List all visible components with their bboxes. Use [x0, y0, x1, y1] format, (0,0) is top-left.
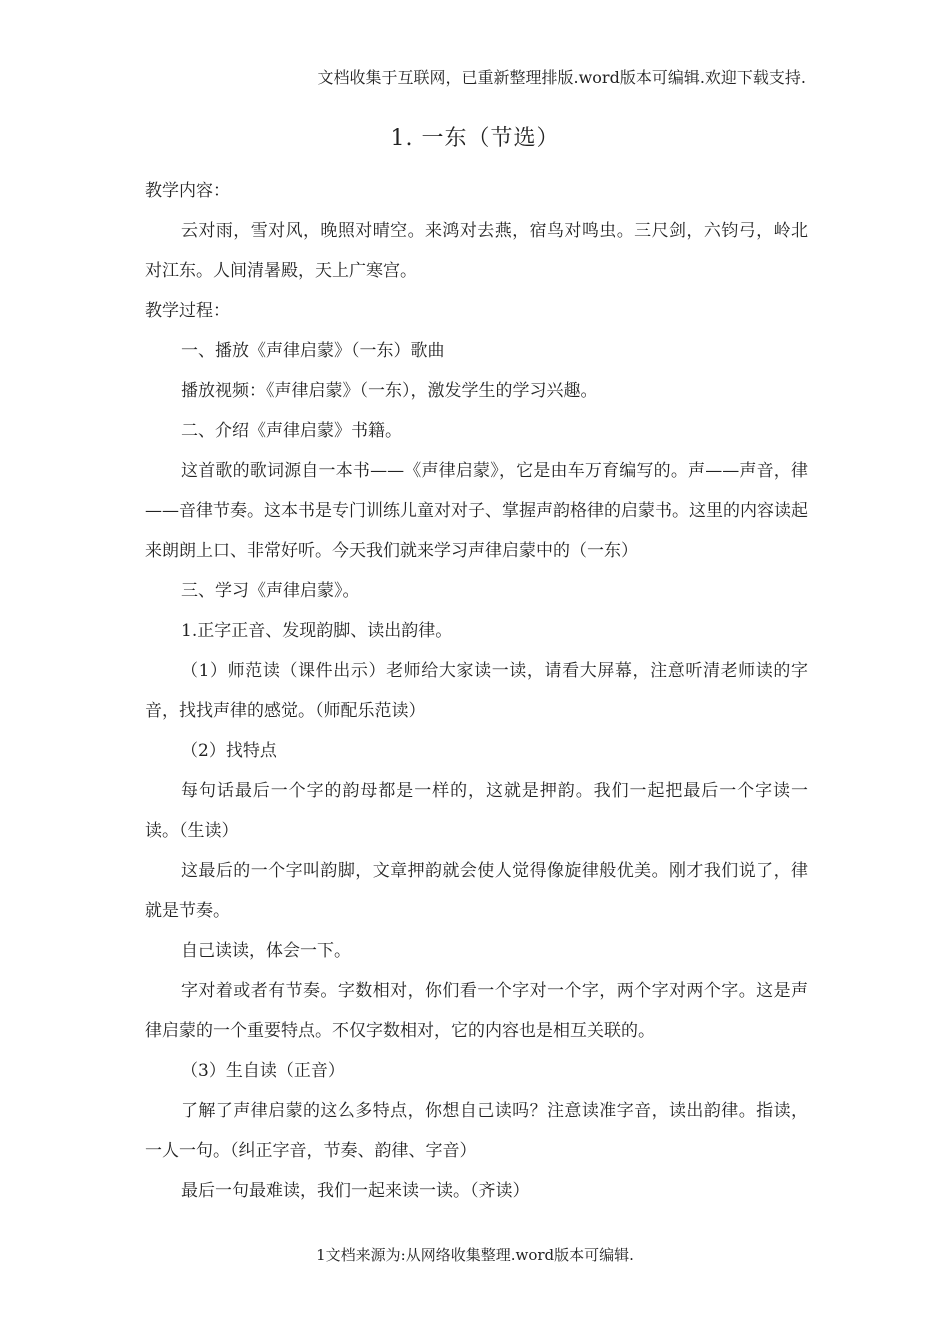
paragraph-step-one: 一、播放《声律启蒙》（一东）歌曲 — [181, 341, 445, 361]
document-title: 1. 一东（节选） — [390, 126, 560, 151]
paragraph-play-video: 播放视频：《声律启蒙》（一东），激发学生的学习兴趣。 — [181, 381, 598, 401]
paragraph-word-pairs: 字对着或者有节奏。字数相对，你们看一个字对一个字，两个字对两个字。这是声律启蒙的一个重要特点。不仅字数相对，它的内容也是相互关联的。 — [145, 981, 808, 1041]
paragraph-rhyme: 每句话最后一个字的韵母都是一样的，这就是押韵。我们一起把最后一个字读一读。（生读） — [145, 781, 808, 841]
paragraph-poem-text: 云对雨，雪对风，晚照对晴空。来鸿对去燕，宿鸟对鸣虫。三尺剑，六钧弓，岭北对江东。人间清暑殿，天上广寒宫。 — [145, 221, 808, 281]
paragraph-section-heading-content: 教学内容： — [145, 181, 230, 201]
paragraph-step-three: 三、学习《声律启蒙》。 — [181, 581, 360, 601]
paragraph-student-reading: （3）生自读（正音） — [181, 1061, 345, 1081]
paragraph-find-features: （2）找特点 — [181, 741, 277, 761]
paragraph-self-reading: 自己读读，体会一下。 — [181, 941, 351, 961]
header-note: 文档收集于互联网，已重新整理排版.word版本可编辑.欢迎下载支持. — [317, 68, 806, 87]
paragraph-book-intro: 这首歌的歌词源自一本书——《声律启蒙》，它是由车万育编写的。声——声音，律——音律节奏。这本书是专门训练儿童对对子、掌握声韵格律的启蒙书。这里的内容读起来朗朗上口、非常好听。今天我们就来学习声律启蒙中的（一东） — [145, 461, 808, 561]
paragraph-section-heading-process: 教学过程： — [145, 301, 230, 321]
paragraph-last-line: 最后一句最难读，我们一起来读一读。（齐读） — [181, 1181, 530, 1201]
paragraph-rhyme-foot: 这最后的一个字叫韵脚，文章押韵就会使人觉得像旋律般优美。刚才我们说了，律就是节奏。 — [145, 861, 808, 921]
paragraph-step-two: 二、介绍《声律启蒙》书籍。 — [181, 421, 402, 441]
footer-note: 1文档来源为:从网络收集整理.word版本可编辑. — [316, 1246, 634, 1264]
paragraph-substep-1: 1.正字正音、发现韵脚、读出韵律。 — [181, 621, 453, 641]
paragraph-teacher-reading: （1）师范读（课件出示）老师给大家读一读，请看大屏幕，注意听清老师读的字音，找找声律的感觉。（师配乐范读） — [145, 661, 808, 721]
paragraph-read-aloud: 了解了声律启蒙的这么多特点，你想自己读吗？注意读准字音，读出韵律。指读，一人一句。（纠正字音，节奏、韵律、字音） — [145, 1101, 808, 1161]
document-body — [145, 171, 808, 1211]
